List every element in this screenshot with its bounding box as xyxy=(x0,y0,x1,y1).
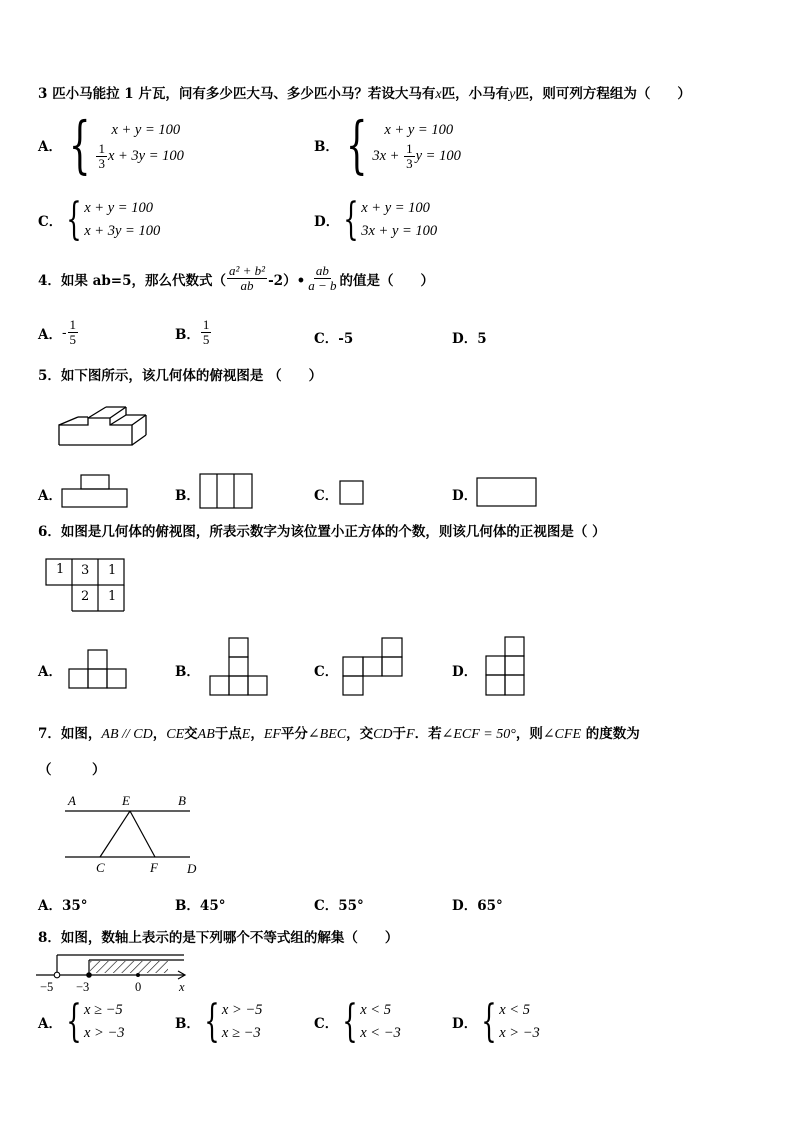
q6-option-b-figure xyxy=(208,637,270,698)
point-label-a: A xyxy=(68,793,76,808)
grid-cell-value: 3 xyxy=(81,563,90,578)
q6-option-a-figure xyxy=(67,649,129,690)
q7-option-b[interactable]: B．45° xyxy=(175,898,226,914)
q7-stem: 7．如图，AB // CD，CE交AB于点E，EF平分∠BEC，交CD于F．若∠ECF = 50°，则∠CFE 的度数为 xyxy=(38,726,640,742)
q4-stem: 4．如果 ab=5，那么代数式（ $\frac{\text{a² + b²}}{ab}$ -2）• $\frac{ab}{a - b}$ 的值是（ ） xyxy=(38,263,434,293)
q6-option-d[interactable]: D． xyxy=(452,664,478,680)
tick-label-zero: 0 xyxy=(135,980,142,994)
q6-top-view-grid xyxy=(45,558,126,612)
filled-point-marker xyxy=(86,972,92,978)
q7-option-d[interactable]: D．65° xyxy=(452,898,503,914)
left-brace: { xyxy=(204,996,220,1047)
q8-option-c[interactable]: C． { x < 5 x < −3 xyxy=(314,996,401,1047)
axis-label-x: x xyxy=(179,980,185,994)
q7-option-c[interactable]: C．55° xyxy=(314,898,364,914)
origin-point-marker xyxy=(136,973,140,977)
q8-stem: 8．如图，数轴上表示的是下列哪个不等式组的解集（ ） xyxy=(38,930,399,946)
left-brace: { xyxy=(342,996,358,1047)
q5-stem: 5．如下图所示，该几何体的俯视图是 （ ） xyxy=(38,368,323,384)
q6-option-c-figure xyxy=(341,637,405,698)
point-label-d: D xyxy=(187,861,197,875)
q4-option-d[interactable]: D．5 xyxy=(452,331,487,347)
left-brace: { xyxy=(481,996,497,1047)
q5-option-c-figure xyxy=(339,480,365,506)
q5-option-c[interactable]: C． xyxy=(314,488,339,504)
q6-option-a[interactable]: A． xyxy=(38,664,62,680)
q4-option-c[interactable]: C．-5 xyxy=(314,331,354,347)
left-brace: { xyxy=(66,996,82,1047)
q3-option-b[interactable]: B． { x + y = 100 3x + $\frac{1}{3}$ y = 100 xyxy=(314,108,461,181)
q3-stem: 3 匹小马能拉 1 片瓦，问有多少匹大马、多少匹小马？若设大马有x匹，小马有y匹，则可列方程组为（ ） xyxy=(38,86,691,102)
q8-number-line-figure xyxy=(34,950,194,994)
q4-option-b[interactable]: B． $\frac{1}{5}$ xyxy=(175,317,210,347)
point-label-f: F xyxy=(150,860,158,875)
q7-answer-paren: （ ） xyxy=(38,762,106,778)
q5-option-d-figure xyxy=(476,477,538,508)
q8-option-a[interactable]: A． { x ≥ −5 x > −3 xyxy=(38,996,125,1047)
point-label-c: C xyxy=(96,860,105,875)
q6-stem: 6．如图是几何体的俯视图，所表示数字为该位置小正方体的个数，则该几何体的正视图是（ ） xyxy=(38,524,606,540)
left-brace: { xyxy=(345,108,368,181)
q3-option-a[interactable]: A． { x + y = 100 $\frac{1}{3}$ x + 3y = 100 xyxy=(38,108,184,181)
q6-option-d-figure xyxy=(484,636,528,698)
q8-option-d[interactable]: D． { x < 5 x > −3 xyxy=(452,996,540,1047)
q5-option-b[interactable]: B． xyxy=(175,488,200,504)
grid-cell-value: 2 xyxy=(81,589,90,604)
q4-option-a[interactable]: A． - $\frac{1}{5}$ xyxy=(38,317,77,347)
grid-cell-value: 1 xyxy=(108,589,117,604)
q5-option-b-figure xyxy=(199,473,254,509)
open-point-marker xyxy=(54,972,60,978)
grid-cell-value: 1 xyxy=(108,563,117,578)
q5-option-a-figure xyxy=(61,474,129,508)
q5-solid-figure xyxy=(56,402,148,448)
left-brace: { xyxy=(343,194,359,245)
q7-option-a[interactable]: A．35° xyxy=(38,898,88,914)
point-label-e: E xyxy=(122,793,130,808)
q5-option-a[interactable]: A． xyxy=(38,488,62,504)
left-brace: { xyxy=(66,194,82,245)
left-brace: { xyxy=(68,108,91,181)
q8-option-b[interactable]: B． { x > −5 x ≥ −3 xyxy=(175,996,263,1047)
q3-option-d[interactable]: D． { x + y = 100 3x + y = 100 xyxy=(314,194,438,245)
tick-label-neg3: −3 xyxy=(76,980,90,994)
grid-cell-value: 1 xyxy=(56,562,65,577)
q3-option-c[interactable]: C． { x + y = 100 x + 3y = 100 xyxy=(38,194,161,245)
q5-option-d[interactable]: D． xyxy=(452,488,478,504)
point-label-b: B xyxy=(178,793,186,808)
q6-option-b[interactable]: B． xyxy=(175,664,200,680)
tick-label-neg5: −5 xyxy=(40,980,54,994)
q6-option-c[interactable]: C． xyxy=(314,664,339,680)
q7-parallel-lines-figure xyxy=(60,793,206,875)
